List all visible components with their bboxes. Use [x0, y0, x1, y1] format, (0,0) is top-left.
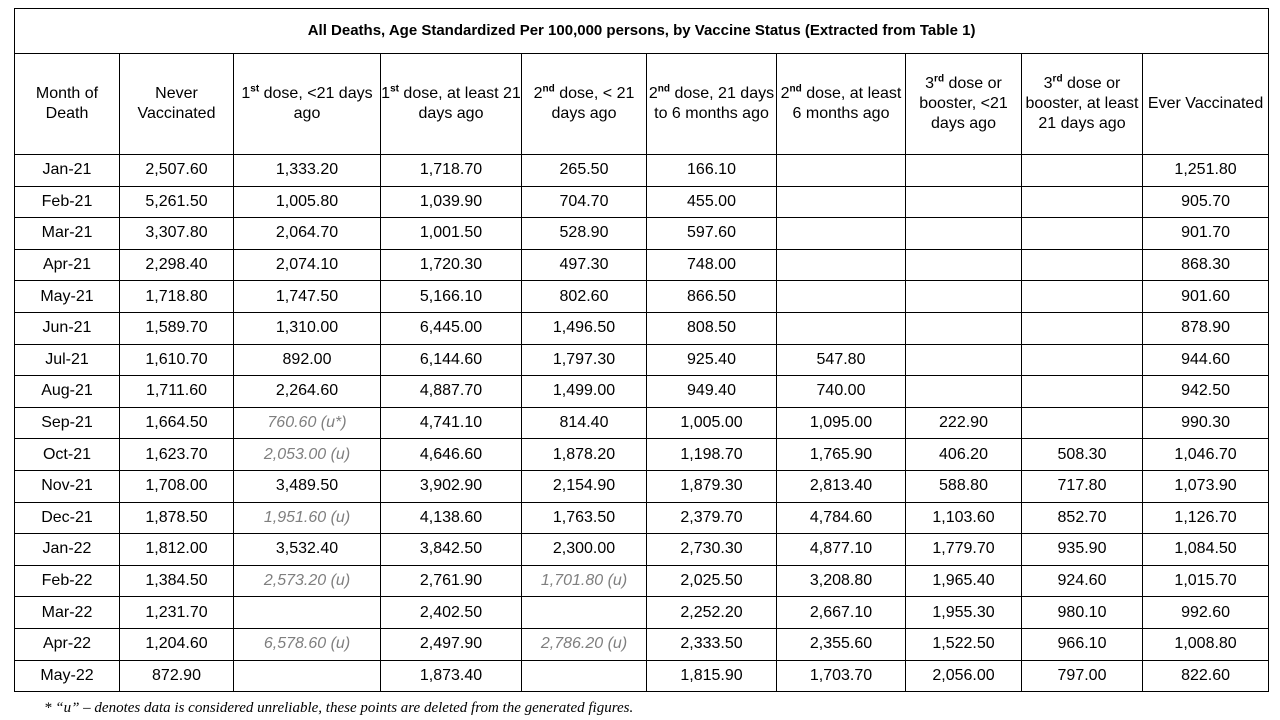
column-header — [647, 54, 777, 155]
value-cell — [777, 155, 906, 187]
value-cell: 1,310.00 — [234, 312, 381, 344]
value-cell: 4,887.70 — [381, 376, 522, 408]
value-cell — [906, 218, 1022, 250]
value-cell: 1,499.00 — [522, 376, 647, 408]
column-header — [234, 54, 381, 155]
month-cell: Mar-21 — [15, 218, 120, 250]
table-row — [15, 155, 1269, 187]
value-cell: 966.10 — [1022, 628, 1143, 660]
column-header-text: dose or booster, at least 21 days ago — [1025, 75, 1139, 132]
value-cell: 1,095.00 — [777, 407, 906, 439]
table-row — [15, 249, 1269, 281]
value-cell: 1,251.80 — [1143, 155, 1269, 187]
column-header — [906, 54, 1022, 155]
value-cell — [234, 660, 381, 692]
value-cell: 1,779.70 — [906, 534, 1022, 566]
value-cell: 1,720.30 — [381, 249, 522, 281]
column-header — [522, 54, 647, 155]
column-header-ordinal: nd — [789, 83, 802, 95]
value-cell: 925.40 — [647, 344, 777, 376]
table-row — [15, 281, 1269, 313]
value-cell — [1022, 186, 1143, 218]
column-header-text: 3 — [1043, 75, 1053, 92]
value-cell: 1,879.30 — [647, 470, 777, 502]
value-cell: 1,001.50 — [381, 218, 522, 250]
column-header-ordinal: nd — [657, 83, 671, 95]
value-cell: 1,008.80 — [1143, 628, 1269, 660]
value-cell — [777, 249, 906, 281]
value-cell: 1,701.80 (u) — [522, 565, 647, 597]
value-cell: 901.60 — [1143, 281, 1269, 313]
value-cell — [906, 249, 1022, 281]
column-header-ordinal: nd — [542, 83, 555, 95]
value-cell: 2,402.50 — [381, 597, 522, 629]
value-cell — [906, 155, 1022, 187]
value-cell: 1,878.20 — [522, 439, 647, 471]
value-cell: 740.00 — [777, 376, 906, 408]
value-cell: 3,489.50 — [234, 470, 381, 502]
value-cell: 1,084.50 — [1143, 534, 1269, 566]
value-cell: 6,578.60 (u) — [234, 628, 381, 660]
value-cell: 3,842.50 — [381, 534, 522, 566]
value-cell: 748.00 — [647, 249, 777, 281]
value-cell — [522, 660, 647, 692]
month-cell: Feb-22 — [15, 565, 120, 597]
value-cell — [1022, 155, 1143, 187]
value-cell: 852.70 — [1022, 502, 1143, 534]
column-header-ordinal: st — [390, 83, 399, 95]
value-cell — [777, 218, 906, 250]
value-cell: 2,786.20 (u) — [522, 628, 647, 660]
column-header — [1143, 54, 1269, 155]
value-cell: 1,763.50 — [522, 502, 647, 534]
value-cell: 944.60 — [1143, 344, 1269, 376]
value-cell: 2,730.30 — [647, 534, 777, 566]
value-cell — [777, 186, 906, 218]
value-cell — [1022, 249, 1143, 281]
column-header-ordinal: st — [250, 83, 260, 95]
value-cell: 905.70 — [1143, 186, 1269, 218]
value-cell: 797.00 — [1022, 660, 1143, 692]
value-cell — [1022, 376, 1143, 408]
value-cell — [906, 344, 1022, 376]
value-cell: 3,208.80 — [777, 565, 906, 597]
value-cell: 2,497.90 — [381, 628, 522, 660]
month-cell: Sep-21 — [15, 407, 120, 439]
value-cell: 990.30 — [1143, 407, 1269, 439]
table-row — [15, 470, 1269, 502]
month-cell: Jul-21 — [15, 344, 120, 376]
value-cell: 1,046.70 — [1143, 439, 1269, 471]
value-cell: 868.30 — [1143, 249, 1269, 281]
value-cell — [234, 597, 381, 629]
value-cell: 2,573.20 (u) — [234, 565, 381, 597]
value-cell: 455.00 — [647, 186, 777, 218]
column-header — [120, 54, 234, 155]
header-row — [15, 54, 1269, 155]
value-cell: 2,056.00 — [906, 660, 1022, 692]
column-header-text: dose, 21 days to 6 months ago — [654, 85, 775, 122]
value-cell: 3,307.80 — [120, 218, 234, 250]
value-cell — [777, 281, 906, 313]
month-cell: Nov-21 — [15, 470, 120, 502]
column-header — [777, 54, 906, 155]
value-cell: 1,231.70 — [120, 597, 234, 629]
value-cell: 222.90 — [906, 407, 1022, 439]
table-row — [15, 660, 1269, 692]
value-cell — [1022, 312, 1143, 344]
value-cell: 547.80 — [777, 344, 906, 376]
column-header-text: 1 — [241, 85, 251, 102]
value-cell: 1,703.70 — [777, 660, 906, 692]
value-cell: 497.30 — [522, 249, 647, 281]
column-header — [1022, 54, 1143, 155]
value-cell: 2,761.90 — [381, 565, 522, 597]
month-cell: Aug-21 — [15, 376, 120, 408]
month-cell: May-21 — [15, 281, 120, 313]
column-header-ordinal: rd — [934, 73, 945, 85]
value-cell — [1022, 407, 1143, 439]
table-title: All Deaths, Age Standardized Per 100,000 persons, by Vaccine Status (Extracted from Table 1) — [15, 9, 1269, 54]
value-cell: 2,252.20 — [647, 597, 777, 629]
value-cell: 4,877.10 — [777, 534, 906, 566]
table-row — [15, 597, 1269, 629]
value-cell: 1,496.50 — [522, 312, 647, 344]
table-row — [15, 534, 1269, 566]
value-cell: 166.10 — [647, 155, 777, 187]
value-cell: 1,015.70 — [1143, 565, 1269, 597]
table-row — [15, 439, 1269, 471]
value-cell: 597.60 — [647, 218, 777, 250]
value-cell: 872.90 — [120, 660, 234, 692]
value-cell: 935.90 — [1022, 534, 1143, 566]
value-cell: 942.50 — [1143, 376, 1269, 408]
vaccine-deaths-table — [14, 8, 1269, 692]
value-cell: 802.60 — [522, 281, 647, 313]
value-cell: 2,300.00 — [522, 534, 647, 566]
value-cell: 1,333.20 — [234, 155, 381, 187]
month-cell: May-22 — [15, 660, 120, 692]
value-cell: 814.40 — [522, 407, 647, 439]
value-cell: 1,589.70 — [120, 312, 234, 344]
value-cell — [1022, 344, 1143, 376]
value-cell: 980.10 — [1022, 597, 1143, 629]
table-row — [15, 376, 1269, 408]
value-cell: 892.00 — [234, 344, 381, 376]
value-cell: 4,138.60 — [381, 502, 522, 534]
month-cell: Oct-21 — [15, 439, 120, 471]
value-cell: 2,379.70 — [647, 502, 777, 534]
month-cell: Feb-21 — [15, 186, 120, 218]
column-header-text: Ever Vaccinated — [1147, 95, 1264, 112]
month-cell: Apr-21 — [15, 249, 120, 281]
value-cell: 2,813.40 — [777, 470, 906, 502]
column-header-text: dose, <21 days ago — [259, 85, 373, 122]
value-cell: 1,797.30 — [522, 344, 647, 376]
value-cell: 2,667.10 — [777, 597, 906, 629]
value-cell — [1022, 281, 1143, 313]
value-cell: 2,355.60 — [777, 628, 906, 660]
value-cell — [906, 376, 1022, 408]
column-header-text: Never Vaccinated — [137, 85, 216, 122]
column-header-text: 2 — [780, 85, 790, 102]
table-row — [15, 565, 1269, 597]
value-cell: 3,902.90 — [381, 470, 522, 502]
value-cell: 878.90 — [1143, 312, 1269, 344]
value-cell: 1,812.00 — [120, 534, 234, 566]
column-header-text: 2 — [533, 85, 543, 102]
table-row — [15, 186, 1269, 218]
value-cell: 1,718.80 — [120, 281, 234, 313]
table-row — [15, 502, 1269, 534]
value-cell: 1,126.70 — [1143, 502, 1269, 534]
value-cell: 1,005.80 — [234, 186, 381, 218]
column-header-text: dose, at least 6 months ago — [792, 85, 902, 122]
column-header-text: dose, < 21 days ago — [551, 85, 635, 122]
table-row — [15, 407, 1269, 439]
value-cell: 949.40 — [647, 376, 777, 408]
value-cell: 1,711.60 — [120, 376, 234, 408]
value-cell: 2,507.60 — [120, 155, 234, 187]
value-cell: 808.50 — [647, 312, 777, 344]
value-cell: 5,166.10 — [381, 281, 522, 313]
value-cell — [522, 597, 647, 629]
month-cell: Jun-21 — [15, 312, 120, 344]
value-cell: 406.20 — [906, 439, 1022, 471]
month-cell: Apr-22 — [15, 628, 120, 660]
value-cell: 1,073.90 — [1143, 470, 1269, 502]
value-cell: 1,708.00 — [120, 470, 234, 502]
value-cell: 1,951.60 (u) — [234, 502, 381, 534]
value-cell: 704.70 — [522, 186, 647, 218]
value-cell: 822.60 — [1143, 660, 1269, 692]
value-cell: 760.60 (u*) — [234, 407, 381, 439]
value-cell: 5,261.50 — [120, 186, 234, 218]
table-row — [15, 218, 1269, 250]
column-header-ordinal: rd — [1052, 73, 1063, 85]
value-cell: 2,053.00 (u) — [234, 439, 381, 471]
column-header-text: 1 — [381, 85, 391, 102]
value-cell: 1,878.50 — [120, 502, 234, 534]
value-cell: 6,144.60 — [381, 344, 522, 376]
value-cell: 1,623.70 — [120, 439, 234, 471]
value-cell: 1,718.70 — [381, 155, 522, 187]
value-cell: 1,955.30 — [906, 597, 1022, 629]
value-cell: 528.90 — [522, 218, 647, 250]
value-cell: 1,873.40 — [381, 660, 522, 692]
value-cell: 1,610.70 — [120, 344, 234, 376]
value-cell: 924.60 — [1022, 565, 1143, 597]
table-row — [15, 344, 1269, 376]
value-cell: 1,039.90 — [381, 186, 522, 218]
column-header-text: Month of Death — [35, 85, 99, 122]
table-row — [15, 312, 1269, 344]
value-cell: 1,522.50 — [906, 628, 1022, 660]
value-cell — [777, 312, 906, 344]
value-cell: 717.80 — [1022, 470, 1143, 502]
value-cell: 1,747.50 — [234, 281, 381, 313]
value-cell: 992.60 — [1143, 597, 1269, 629]
value-cell: 1,204.60 — [120, 628, 234, 660]
column-header-text: 2 — [648, 85, 658, 102]
value-cell: 2,333.50 — [647, 628, 777, 660]
month-cell: Jan-22 — [15, 534, 120, 566]
column-header-text: 3 — [925, 75, 935, 92]
table-row — [15, 628, 1269, 660]
value-cell: 1,198.70 — [647, 439, 777, 471]
column-header — [15, 54, 120, 155]
footnote: * “u” – denotes data is considered unreliable, these points are deleted from the generated figures. — [44, 700, 634, 716]
value-cell: 1,815.90 — [647, 660, 777, 692]
value-cell — [1022, 218, 1143, 250]
value-cell: 2,074.10 — [234, 249, 381, 281]
value-cell: 2,064.70 — [234, 218, 381, 250]
value-cell: 2,025.50 — [647, 565, 777, 597]
value-cell: 2,298.40 — [120, 249, 234, 281]
value-cell: 1,664.50 — [120, 407, 234, 439]
value-cell: 4,646.60 — [381, 439, 522, 471]
value-cell: 6,445.00 — [381, 312, 522, 344]
table-body — [15, 155, 1269, 692]
value-cell: 2,264.60 — [234, 376, 381, 408]
month-cell: Mar-22 — [15, 597, 120, 629]
value-cell: 3,532.40 — [234, 534, 381, 566]
value-cell: 901.70 — [1143, 218, 1269, 250]
value-cell: 1,384.50 — [120, 565, 234, 597]
column-header-text: dose or booster, <21 days ago — [919, 75, 1008, 132]
value-cell: 4,741.10 — [381, 407, 522, 439]
value-cell: 1,965.40 — [906, 565, 1022, 597]
column-header — [381, 54, 522, 155]
value-cell — [906, 281, 1022, 313]
value-cell: 2,154.90 — [522, 470, 647, 502]
value-cell — [906, 312, 1022, 344]
value-cell: 265.50 — [522, 155, 647, 187]
value-cell: 588.80 — [906, 470, 1022, 502]
month-cell: Jan-21 — [15, 155, 120, 187]
value-cell: 1,005.00 — [647, 407, 777, 439]
value-cell: 4,784.60 — [777, 502, 906, 534]
value-cell — [906, 186, 1022, 218]
value-cell: 1,765.90 — [777, 439, 906, 471]
column-header-text: dose, at least 21 days ago — [398, 85, 521, 122]
month-cell: Dec-21 — [15, 502, 120, 534]
value-cell: 866.50 — [647, 281, 777, 313]
value-cell: 1,103.60 — [906, 502, 1022, 534]
value-cell: 508.30 — [1022, 439, 1143, 471]
